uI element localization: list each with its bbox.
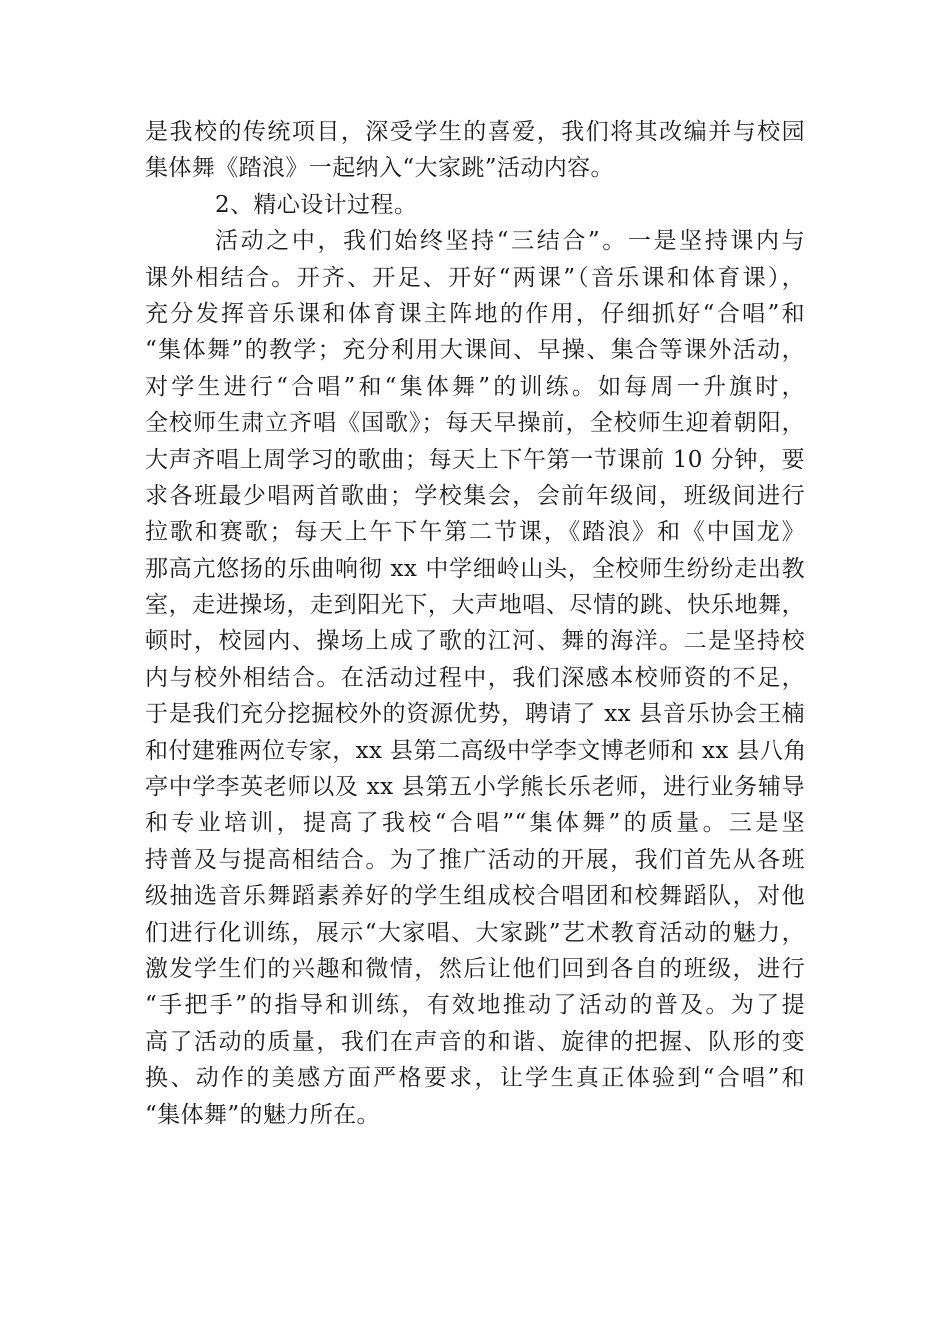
text-line: 级抽选音乐舞蹈素养好的学生组成校合唱团和校舞蹈队，对他	[145, 883, 805, 910]
text-line: 顿时，校园内、操场上成了歌的江河、舞的海洋。二是坚持校	[145, 628, 805, 655]
text-line: 室，走进操场，走到阳光下，大声地唱、尽情的跳、快乐地舞，	[145, 592, 805, 619]
text-line: “手把手”的指导和训练，有效地推动了活动的普及。为了提	[145, 992, 805, 1019]
text-line: 大声齐唱上周学习的歌曲；每天上下午第一节课前 10 分钟，要	[145, 446, 805, 473]
text-line: 和专业培训，提高了我校“合唱”“集体舞”的质量。三是坚	[145, 810, 805, 837]
text-line: 对学生进行“合唱”和“集体舞”的训练。如每周一升旗时，	[145, 373, 805, 400]
paragraph-first-line: 活动之中，我们始终坚持“三结合”。一是坚持课内与	[215, 228, 805, 255]
text-line: 换、动作的美感方面严格要求，让学生真正体验到“合唱”和	[145, 1065, 805, 1092]
text-line: “集体舞”的魅力所在。	[145, 1101, 380, 1128]
body-text	[145, 114, 805, 1133]
text-line: 集体舞《踏浪》一起纳入“大家跳”活动内容。	[145, 155, 614, 182]
text-line: 高了活动的质量，我们在声音的和谐、旋律的把握、队形的变	[145, 1028, 805, 1055]
text-line: “集体舞”的教学；充分利用大课间、早操、集合等课外活动，	[145, 337, 805, 364]
text-line: 内与校外相结合。在活动过程中，我们深感本校师资的不足，	[145, 664, 805, 691]
text-line: 拉歌和赛歌；每天上午下午第二节课，《踏浪》和《中国龙》	[145, 519, 805, 546]
text-line: 和付建雅两位专家，xx 县第二高级中学李文博老师和 xx 县八角	[145, 737, 807, 764]
text-line: 充分发挥音乐课和体育课主阵地的作用，仔细抓好“合唱”和	[145, 300, 805, 327]
text-line: 求各班最少唱两首歌曲；学校集会，会前年级间，班级间进行	[145, 482, 805, 509]
text-line: 亭中学李英老师以及 xx 县第五小学熊长乐老师，进行业务辅导	[145, 774, 805, 801]
text-line: 于是我们充分挖掘校外的资源优势，聘请了 xx 县音乐协会王楠	[145, 701, 805, 728]
text-line: 持普及与提高相结合。为了推广活动的开展，我们首先从各班	[145, 846, 805, 873]
text-line: 那高亢悠扬的乐曲响彻 xx 中学细岭山头，全校师生纷纷走出教	[145, 555, 805, 582]
text-line: 们进行化训练，展示“大家唱、大家跳”艺术教育活动的魅力，	[145, 919, 805, 946]
section-heading: 2、精心设计过程。	[215, 191, 418, 218]
text-line: 是我校的传统项目，深受学生的喜爱，我们将其改编并与校园	[145, 119, 805, 145]
text-line: 全校师生肃立齐唱《国歌》；每天早操前，全校师生迎着朝阳，	[145, 410, 805, 437]
text-line: 课外相结合。开齐、开足、开好“两课”（音乐课和体育课），	[145, 264, 805, 291]
text-line: 激发学生们的兴趣和微情，然后让他们回到各自的班级，进行	[145, 955, 805, 982]
